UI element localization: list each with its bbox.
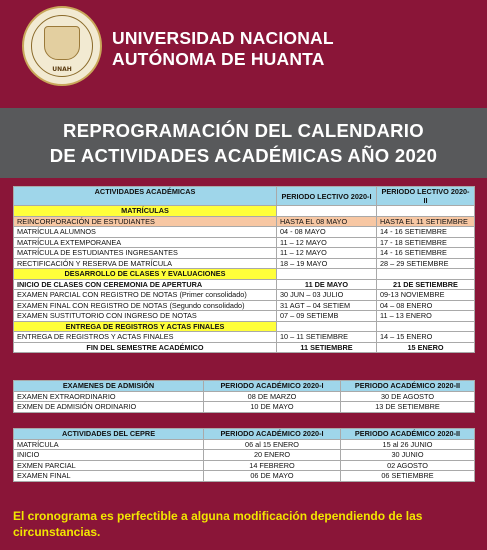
section-label-matriculas: MATRÍCULAS [14,206,277,217]
section-label-entrega: ENTREGA DE REGISTROS Y ACTAS FINALES [14,321,277,332]
table-row [14,450,475,461]
university-name-line1: UNIVERSIDAD NACIONAL [112,28,334,48]
empty-cell [277,269,377,280]
activity-cell: EXAMEN PARCIAL CON REGISTRO DE NOTAS (Primer consolidado) [14,290,277,301]
table-header-row [14,187,475,206]
university-name [112,28,334,70]
seal-label: UNAH [52,66,72,73]
period-1-cell: 20 ENERO [204,450,341,461]
period-1-cell: HASTA EL 08 MAYO [277,216,377,227]
page-header [0,0,487,96]
activity-cell: REINCORPORACIÓN DE ESTUDIANTES [14,216,277,227]
table-row [14,237,475,248]
table-row [14,311,475,322]
period-1-cell: 14 FEBRERO [204,460,341,471]
table-row [14,391,475,402]
activity-cell: ENTREGA DE REGISTROS Y ACTAS FINALES [14,332,277,343]
table-row [14,300,475,311]
period-1-cell: 10 DE MAYO [204,402,341,413]
period-1-cell: 11 – 12 MAYO [277,248,377,259]
period-1-cell: 06 al 15 ENERO [204,439,341,450]
section-row-matriculas [14,206,475,217]
period-2-cell: 09-13 NOVIEMBRE [377,290,475,301]
period-2-cell: 14 – 15 ENERO [377,332,475,343]
table-row [14,471,475,482]
period-2-cell: 14 - 16 SETIEMBRE [377,248,475,259]
period-2-cell: 06 SETIEMBRE [341,471,475,482]
period-2-cell: 30 DE AGOSTO [341,391,475,402]
university-seal-logo [22,6,102,86]
column-header-activity: ACTIVIDADES DEL CEPRE [14,429,204,440]
empty-cell [377,321,475,332]
section-label-desarrollo: DESARROLLO DE CLASES Y EVALUACIONES [14,269,277,280]
cepre-activities-table [13,428,475,482]
activity-cell: EXAMEN EXTRAORDINARIO [14,391,204,402]
period-1-cell: 31 AGT – 04 SETIEM [277,300,377,311]
table-row [14,342,475,353]
period-1-cell: 11 DE MAYO [277,279,377,290]
period-2-cell: HASTA EL 11 SETIEMBRE [377,216,475,227]
table-row [14,216,475,227]
period-2-cell: 17 - 18 SETIEMBRE [377,237,475,248]
activity-cell: EXAMEN SUSTITUTORIO CON INGRESO DE NOTAS [14,311,277,322]
activity-cell: MATRÍCULA ALUMNOS [14,227,277,238]
seal-shield-icon [44,26,80,60]
period-2-cell: 11 – 13 ENERO [377,311,475,322]
admission-exams-table [13,380,475,413]
table-row [14,290,475,301]
column-header-period-1: PERIODO LECTIVO 2020-I [277,187,377,206]
period-1-cell: 04 - 08 MAYO [277,227,377,238]
activity-cell: MATRÍCULA EXTEMPORANEA [14,237,277,248]
column-header-period-2: PERIODO LECTIVO 2020-II [377,187,475,206]
period-1-cell: 07 – 09 SETIEMB [277,311,377,322]
period-2-cell: 13 DE SETIEMBRE [341,402,475,413]
table-row [14,332,475,343]
table-row [14,402,475,413]
title-band [0,108,487,178]
activity-cell: MATRÍCULA DE ESTUDIANTES INGRESANTES [14,248,277,259]
empty-cell [277,206,377,217]
table-row [14,279,475,290]
section-row-desarrollo [14,269,475,280]
empty-cell [377,269,475,280]
period-2-cell: 15 ENERO [377,342,475,353]
activity-cell: MATRÍCULA [14,439,204,450]
column-header-period-1: PERIODO ACADÉMICO 2020-I [204,429,341,440]
table-row [14,258,475,269]
table-row [14,248,475,259]
empty-cell [377,206,475,217]
university-name-line2: AUTÓNOMA DE HUANTA [112,49,325,69]
period-2-cell: 14 - 16 SETIEMBRE [377,227,475,238]
period-1-cell: 11 SETIEMBRE [277,342,377,353]
period-1-cell: 10 – 11 SETIEMBRE [277,332,377,343]
period-2-cell: 21 DE SETIEMBRE [377,279,475,290]
academic-calendar-table [13,186,475,353]
activity-cell: INICIO DE CLASES CON CEREMONIA DE APERTURA [14,279,277,290]
activity-cell: EXMEN PARCIAL [14,460,204,471]
table-row [14,439,475,450]
period-1-cell: 08 DE MARZO [204,391,341,402]
period-2-cell: 30 JUNIO [341,450,475,461]
column-header-activity: EXAMENES DE ADMISIÓN [14,381,204,392]
page-title-line2: DE ACTIVIDADES ACADÉMICAS AÑO 2020 [49,145,438,166]
activity-cell: EXAMEN FINAL CON REGISTRO DE NOTAS (Segundo consolidado) [14,300,277,311]
period-1-cell: 30 JUN – 03 JULIO [277,290,377,301]
table-row [14,227,475,238]
period-1-cell: 11 – 12 MAYO [277,237,377,248]
activity-cell: FIN DEL SEMESTRE ACADÉMICO [14,342,277,353]
period-1-cell: 06 DE MAYO [204,471,341,482]
column-header-period-2: PERIODO ACADÉMICO 2020-II [341,381,475,392]
page-title-line1: REPROGRAMACIÓN DEL CALENDARIO [63,120,424,141]
table-header-row [14,429,475,440]
activity-cell: EXAMEN FINAL [14,471,204,482]
empty-cell [277,321,377,332]
period-2-cell: 02 AGOSTO [341,460,475,471]
table-row [14,460,475,471]
column-header-period-2: PERIODO ACADÉMICO 2020-II [341,429,475,440]
activity-cell: EXMEN DE ADMISIÓN ORDINARIO [14,402,204,413]
footer-note: El cronograma es perfectible a alguna modificación dependiendo de las circunstancias. [13,509,423,539]
activity-cell: INICIO [14,450,204,461]
period-2-cell: 15 al 26 JUNIO [341,439,475,450]
activity-cell: RECTIFICACIÓN Y RESERVA DE MATRÍCULA [14,258,277,269]
period-1-cell: 18 – 19 MAYO [277,258,377,269]
period-2-cell: 04 – 08 ENERO [377,300,475,311]
period-2-cell: 28 – 29 SETIEMBRE [377,258,475,269]
table-header-row [14,381,475,392]
column-header-period-1: PERIODO ACADÉMICO 2020-I [204,381,341,392]
section-row-entrega [14,321,475,332]
column-header-activities: ACTIVIDADES ACADÉMICAS [14,187,277,206]
